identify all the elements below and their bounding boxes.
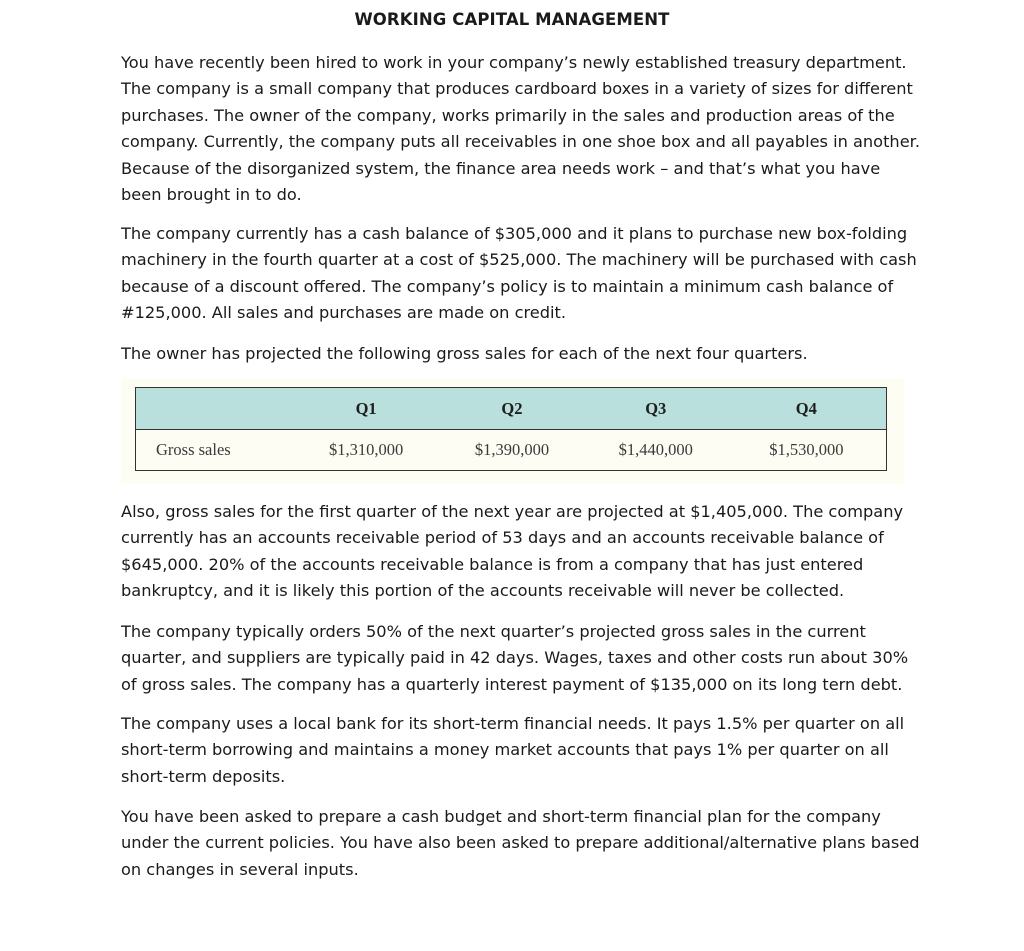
table-header-q4: Q4 [727, 388, 887, 430]
paragraph-task: You have been asked to prepare a cash budget and short-term financial plan for the company under the current policies. You have also been asked to prepare additional/alternative plans based on changes in several inputs. [121, 807, 920, 879]
table-header-q2: Q2 [439, 388, 585, 430]
table-header-row [136, 388, 887, 430]
paragraph-payables: The company typically orders 50% of the next quarter’s projected gross sales in the current quarter, and suppliers are typically paid in 42 days. Wages, taxes and other costs run about 30% of gross sales. The company has a quarterly interest payment of $135,000 on its long tern debt. [121, 622, 909, 694]
paragraph-cash-balance: The company currently has a cash balance of $305,000 and it plans to purchase new box-folding machinery in the fourth quarter at a cost of $525,000. The machinery will be purchased with cash because of a discount offered. The company’s policy is to maintain a minimum cash balance of #125,000. All sales and purchases are made on credit. [121, 224, 917, 323]
cell-q4-sales: $1,530,000 [727, 430, 887, 471]
table-header-blank [136, 388, 294, 430]
cell-q2-sales: $1,390,000 [439, 430, 585, 471]
table-header-q3: Q3 [585, 388, 727, 430]
cell-q3-sales: $1,440,000 [585, 430, 727, 471]
row-label-gross-sales: Gross sales [136, 430, 294, 471]
cell-q1-sales: $1,310,000 [293, 430, 439, 471]
paragraph-bank: The company uses a local bank for its short-term financial needs. It pays 1.5% per quarter on all short-term borrowing and maintains a money market accounts that pays 1% per quarter on all short-term deposits. [121, 714, 905, 786]
paragraph-intro: You have recently been hired to work in your company’s newly established treasury department. The company is a small company that produces cardboard boxes in a variety of sizes for different purchases. The owner of the company, works primarily in the sales and production areas of the company. Currently, the company puts all receivables in one shoe box and all payables in another. Because of the disorganized system, the finance area needs work – and that’s what you have been brought in to do. [121, 53, 920, 205]
gross-sales-table [135, 387, 887, 471]
table-row [136, 430, 887, 471]
sales-table-panel [121, 379, 904, 484]
page-title: WORKING CAPITAL MANAGEMENT [354, 10, 670, 29]
paragraph-receivables: Also, gross sales for the first quarter of the next year are projected at $1,405,000. The company currently has an accounts receivable period of 53 days and an accounts receivable balance of $645,000. 20% of the accounts receivable balance is from a company that has just entered bankruptcy, and it is likely this portion of the accounts receivable will never be collected. [121, 502, 904, 601]
table-header-q1: Q1 [293, 388, 439, 430]
paragraph-projection-intro: The owner has projected the following gross sales for each of the next four quarters. [121, 344, 808, 363]
